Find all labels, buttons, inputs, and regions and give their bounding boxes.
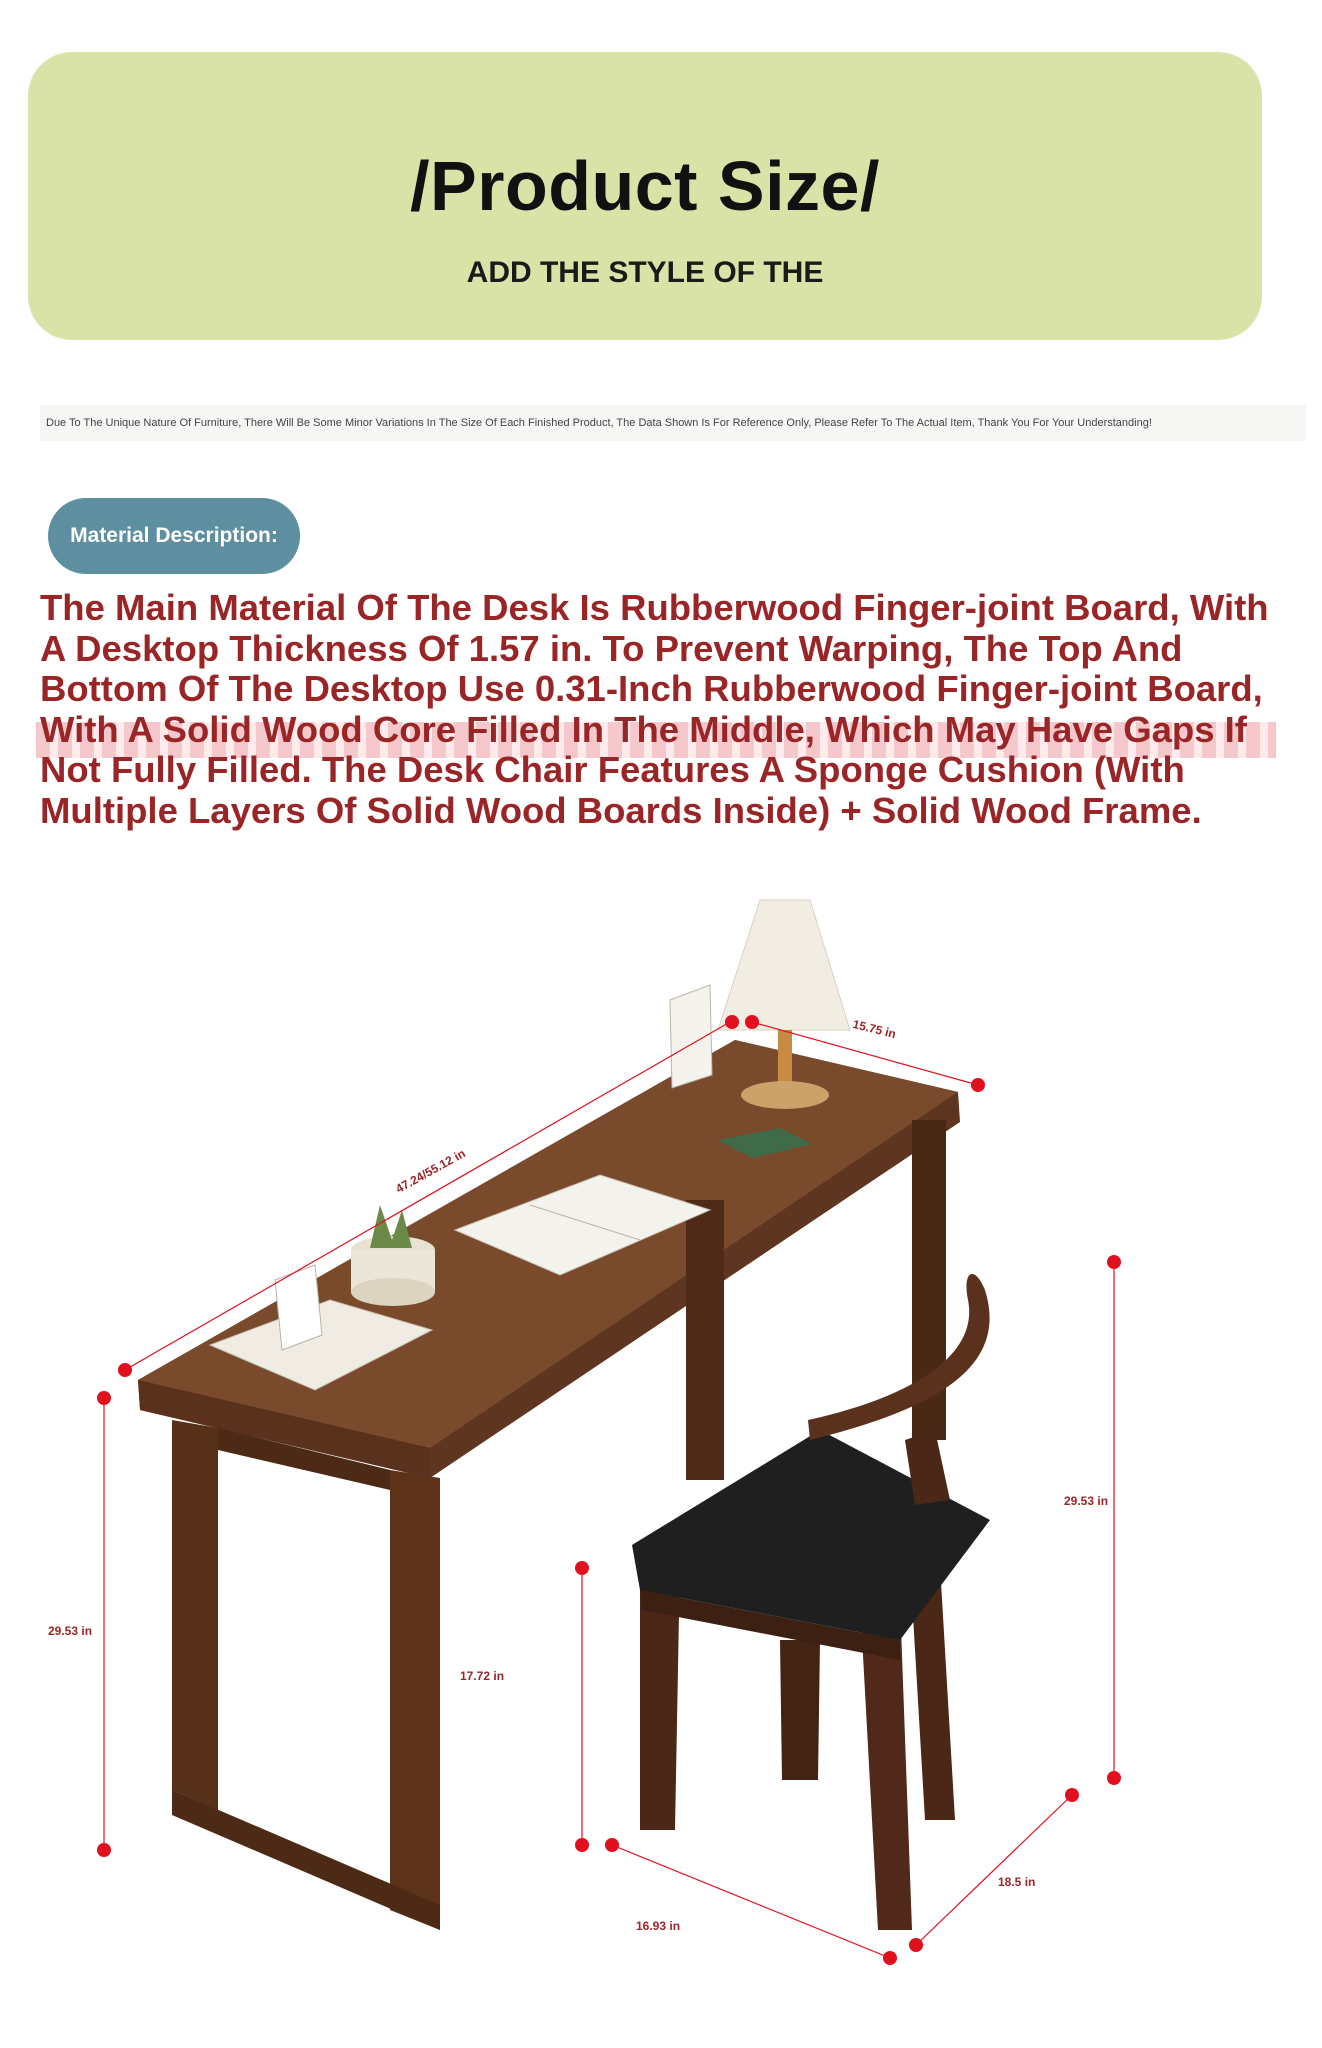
product-size-banner <box>28 52 1262 340</box>
chair-width-label: 16.93 in <box>636 1919 681 1933</box>
chair <box>632 1274 990 1930</box>
material-description-label: Material Description: <box>48 498 300 574</box>
desk-depth-label: 15.75 in <box>851 1016 898 1042</box>
material-description-text: The Main Material Of The Desk Is Rubberwood Finger-joint Board, With A Desktop Thickness Of 1.57 in. To Prevent Warping, The Top And Bottom Of The Desktop Use 0.31-Inch Rubberwood Finger-joint Board, With A Solid Wood Core Filled In The Middle, Which May Have Gaps If Not Fully Filled. The Desk Chair Features A Sponge Cushion (With Multiple Layers Of Solid Wood Boards Inside) + Solid Wood Frame. <box>40 587 1269 831</box>
desk-height-label: 29.53 in <box>48 1624 93 1638</box>
size-disclaimer: Due To The Unique Nature Of Furniture, There Will Be Some Minor Variations In The Size Of Each Finished Product, The Data Shown Is For Reference Only, Please Refer To The Actual Item, Thank You For Your Understanding! <box>40 405 1306 441</box>
banner-title: /Product Size/ <box>410 147 880 225</box>
chair-height-label: 29.53 in <box>1064 1494 1109 1508</box>
banner-subtitle: ADD THE STYLE OF THE <box>466 256 824 289</box>
desk-length-label: 47.24/55.12 in <box>393 1146 468 1196</box>
leg-gap-label: 17.72 in <box>460 1669 505 1683</box>
chair-depth-label: 18.5 in <box>998 1875 1036 1889</box>
desk-and-chair-illustration <box>0 860 1322 2048</box>
